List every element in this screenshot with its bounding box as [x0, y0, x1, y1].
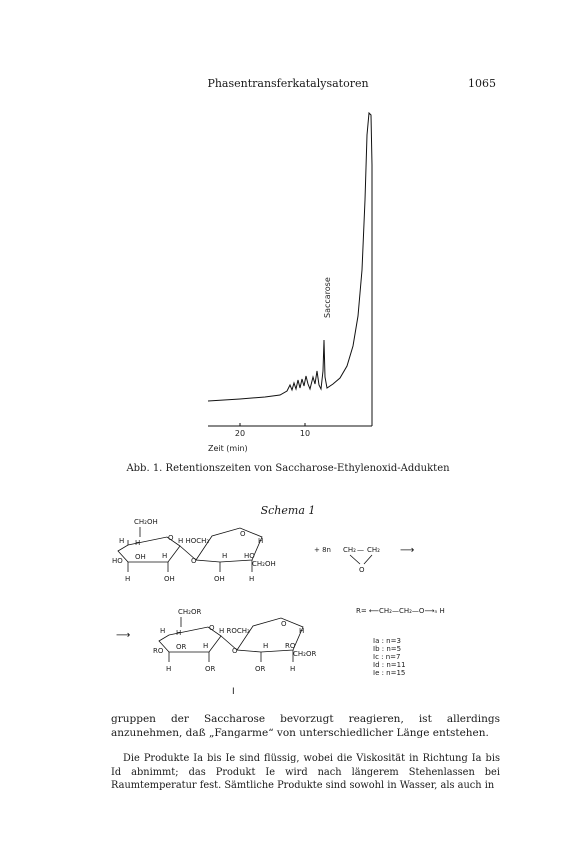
- reaction-arrow: ⟶: [400, 545, 415, 556]
- product-h3: H: [203, 642, 209, 650]
- compound-id: Id : n=11: [373, 661, 406, 669]
- reactant-h2: H: [135, 539, 141, 547]
- product-ch2or-right: CH₂OR: [293, 650, 317, 658]
- product-link-o: O: [232, 647, 238, 655]
- reactant-ho-left: HO: [112, 557, 123, 565]
- product-ro-right: RO: [285, 642, 296, 650]
- product-ring-o2: O: [281, 620, 287, 628]
- compound-ib: Ib : n=5: [373, 645, 402, 653]
- r-group-definition: R= ⟵CH₂—CH₂—O⟶ₙ H: [356, 607, 445, 615]
- product-h-roch2: H ROCH₂: [219, 627, 250, 635]
- body-paragraph-2: Die Produkte Ia bis Ie sind flüssig, wobei die Viskosität in Richtung Ia bis Id abnimmt; das Produkt Ie wird nach längerem Stehenlassen bei Raumtemperatur fest. Sämtliche Produkte sind sowohl in Wasser, als auch in: [111, 753, 500, 791]
- product-or-bottom1: OR: [205, 665, 216, 673]
- peak-label-saccharose: Saccarose: [323, 277, 332, 318]
- product-or-bottom2: OR: [255, 665, 266, 673]
- reactant-h1: H: [119, 537, 125, 545]
- reactant-ch2oh-right: CH₂OH: [252, 560, 276, 568]
- reactant-h3: H: [162, 552, 168, 560]
- product-arrow: ⟶: [116, 630, 131, 641]
- compound-ie: Ie : n=15: [373, 669, 406, 677]
- reactant-top-left: CH₂OH: [134, 518, 158, 526]
- compound-ia: Ia : n=3: [373, 637, 401, 645]
- figure-caption: Abb. 1. Retentionszeiten von Saccharose-Ethylenoxid-Addukten: [126, 463, 450, 474]
- reactant-oh-bottom1: OH: [164, 575, 175, 583]
- epoxide-bond-right: [364, 555, 372, 564]
- product-h4: H: [299, 627, 305, 635]
- reactant-ring-o2: O: [240, 530, 246, 538]
- product-top-left: CH₂OR: [178, 608, 202, 616]
- reactant-h-bottom1: H: [125, 575, 131, 583]
- reagent-dash: —: [357, 546, 364, 554]
- reactant-h-bottom2: H: [249, 575, 255, 583]
- product-h-bottom1: H: [166, 665, 172, 673]
- reactant-ring-o1: O: [168, 534, 174, 542]
- epoxide-bond-left: [350, 555, 360, 564]
- product-h2: H: [176, 629, 182, 637]
- running-header-title: Phasentransferkatalysatoren: [207, 77, 369, 90]
- product-ring-o1: O: [209, 624, 215, 632]
- product-or1: OR: [176, 643, 187, 651]
- reactant-oh1: OH: [135, 553, 146, 561]
- x-tick-label-10: 10: [299, 429, 311, 438]
- reactant-link-o: O: [191, 557, 197, 565]
- reactant-h4: H: [258, 537, 264, 545]
- product-h5: H: [263, 642, 269, 650]
- reactant-h5: H: [222, 552, 228, 560]
- reagent-ch2-left: CH₂: [343, 546, 356, 554]
- compound-ic: Ic : n=7: [373, 653, 401, 661]
- reagent-plus: + 8n: [314, 546, 331, 554]
- product-compound-label: I: [232, 687, 235, 697]
- body-paragraph-1: gruppen der Saccharose bevorzugt reagieren, ist allerdings anzunehmen, daß „Fangarme“ von unterschiedlicher Länge entstehen.: [111, 713, 500, 739]
- reactant-oh-bottom2: OH: [214, 575, 225, 583]
- product-ro-left: RO: [153, 647, 164, 655]
- x-tick-label-20: 20: [234, 429, 246, 438]
- page-number: 1065: [468, 77, 496, 90]
- reactant-h-hoch2: H HOCH₂: [178, 537, 210, 545]
- schema-title: Schema 1: [260, 504, 316, 517]
- product-h1: H: [160, 627, 166, 635]
- reagent-ch2-right: CH₂: [367, 546, 380, 554]
- reagent-epoxide-o: O: [359, 566, 365, 574]
- reactant-ho-right: HO: [244, 552, 255, 560]
- product-h-bottom2: H: [290, 665, 296, 673]
- x-axis-label: Zeit (min): [208, 444, 248, 453]
